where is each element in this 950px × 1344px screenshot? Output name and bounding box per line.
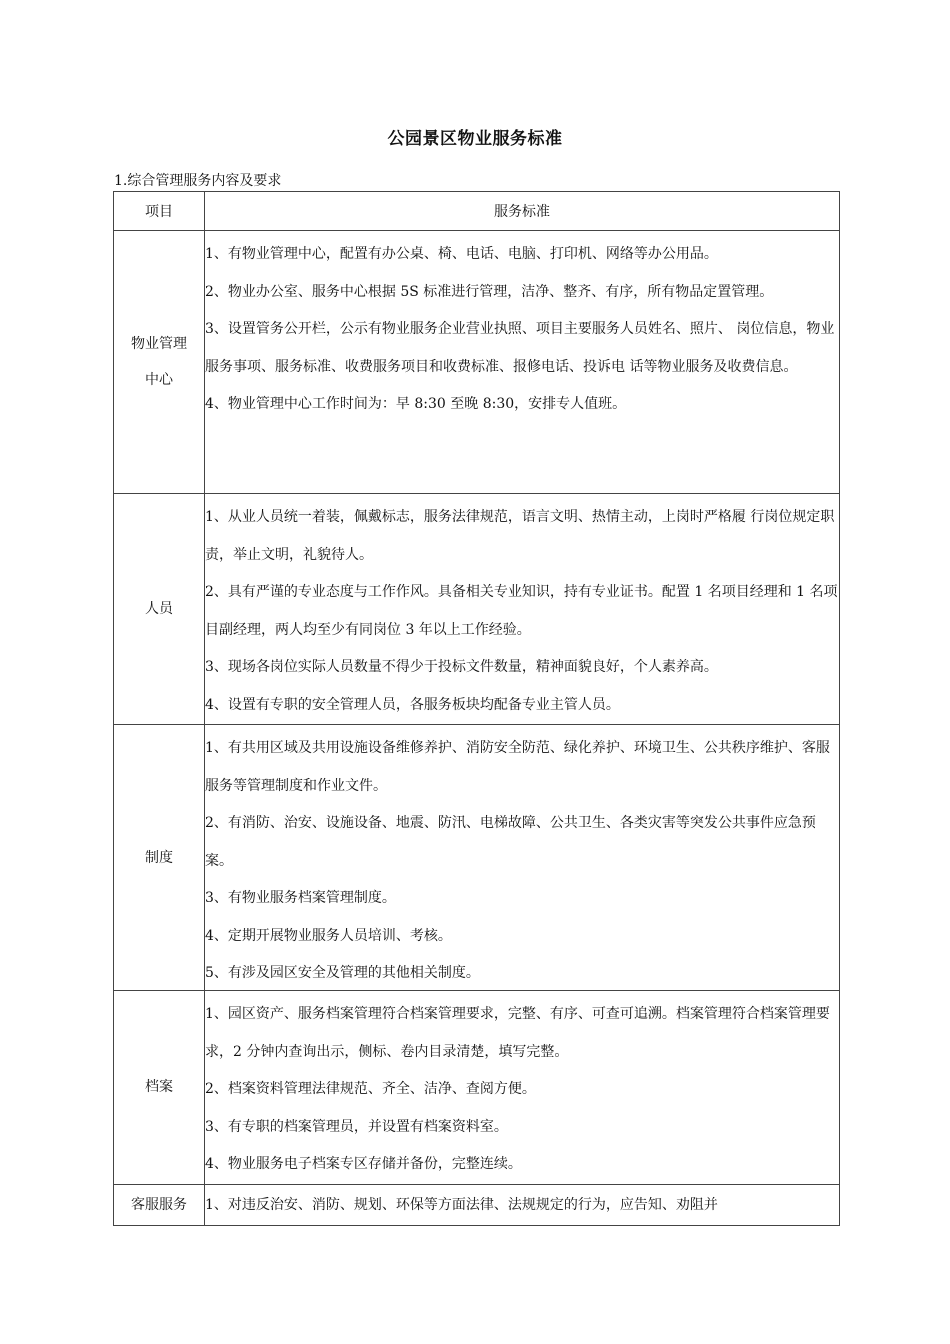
item-cell-personnel	[114, 494, 205, 725]
standard-line: 4、定期开展物业服务人员培训、考核。	[205, 927, 452, 944]
standard-line: 1、有物业管理中心，配置有办公桌、椅、电话、电脑、打印机、网络等办公用品。	[205, 246, 718, 262]
table-row	[114, 991, 840, 1185]
standard-line: 2、档案资料管理法律规范、齐全、洁净、查阅方便。	[205, 1081, 536, 1097]
item-cell-management-center	[114, 231, 205, 494]
table-row	[114, 1184, 840, 1225]
standard-line: 1、园区资产、服务档案管理符合档案管理要求，完整、有序、可查可追溯。档案管理符合档案管理要求，2 分钟内查询出示，侧标、卷内目录清楚，填写完整。	[205, 1006, 830, 1060]
table-row	[114, 494, 840, 725]
standard-line: 4、物业管理中心工作时间为：早 8:30 至晚 8:30，安排专人值班。	[205, 396, 627, 412]
column-header-standard: 服务标准	[205, 192, 840, 231]
item-label-line: 档案	[145, 1079, 173, 1096]
table-row	[114, 231, 840, 494]
item-label-line: 中心	[145, 372, 173, 388]
standard-line: 2、物业办公室、服务中心根据 5S 标准进行管理，洁净、整齐、有序，所有物品定置管理。	[205, 283, 774, 300]
standard-line: 1、对违反治安、消防、规划、环保等方面法律、法规规定的行为，应告知、劝阻并	[205, 1196, 718, 1213]
item-cell-archives	[114, 991, 205, 1185]
table-header-row	[114, 192, 840, 231]
standard-line: 3、有物业服务档案管理制度。	[205, 890, 396, 906]
standard-line: 3、有专职的档案管理员，并设置有档案资料室。	[205, 1118, 508, 1135]
standard-line: 1、从业人员统一着装，佩戴标志，服务法律规范，语言文明、热情主动，上岗时严格履 行岗位规定职责，举止文明，礼貌待人。	[205, 509, 835, 563]
standard-cell	[205, 494, 840, 725]
item-label-line: 物业管理	[131, 336, 187, 352]
standard-line: 3、设置管务公开栏，公示有物业服务企业营业执照、项目主要服务人员姓名、照片、 岗位信息，物业服务事项、服务标准、收费服务项目和收费标准、报修电话、投诉电 话等物业服务及收费信息。	[205, 321, 835, 375]
table-row	[114, 725, 840, 991]
section-heading: 1.综合管理服务内容及要求	[114, 173, 282, 189]
item-label-line: 人员	[145, 601, 173, 617]
service-standard-table	[113, 191, 840, 1226]
standard-line: 4、设置有专职的安全管理人员，各服务板块均配备专业主管人员。	[205, 696, 620, 713]
standard-line: 5、有涉及园区安全及管理的其他相关制度。	[205, 965, 480, 981]
standard-cell	[205, 1184, 840, 1225]
standard-line: 2、有消防、治安、设施设备、地震、防汛、电梯故障、公共卫生、各类灾害等突发公共事件应急预案。	[205, 815, 816, 869]
standard-line: 3、现场各岗位实际人员数量不得少于投标文件数量，精神面貌良好，个人素养高。	[205, 659, 718, 675]
standard-cell	[205, 991, 840, 1185]
item-label-line: 客服服务	[131, 1196, 187, 1213]
standard-line: 1、有共用区域及共用设施设备维修养护、消防安全防范、绿化养护、环境卫生、公共秩序维护、客服服务等管理制度和作业文件。	[205, 740, 830, 794]
standard-line: 2、具有严谨的专业态度与工作作风。具备相关专业知识，持有专业证书。配置 1 名项目经理和 1 名项目副经理，两人均至少有同岗位 3 年以上工作经验。	[205, 584, 838, 638]
standard-line: 4、物业服务电子档案专区存储并备份，完整连续。	[205, 1156, 522, 1172]
item-label-line: 制度	[145, 849, 173, 866]
item-cell-customer-service	[114, 1184, 205, 1225]
column-header-item: 项目	[114, 192, 205, 231]
page-title: 公园景区物业服务标准	[387, 129, 563, 149]
item-cell-system	[114, 725, 205, 991]
standard-cell	[205, 725, 840, 991]
standard-cell	[205, 231, 840, 494]
